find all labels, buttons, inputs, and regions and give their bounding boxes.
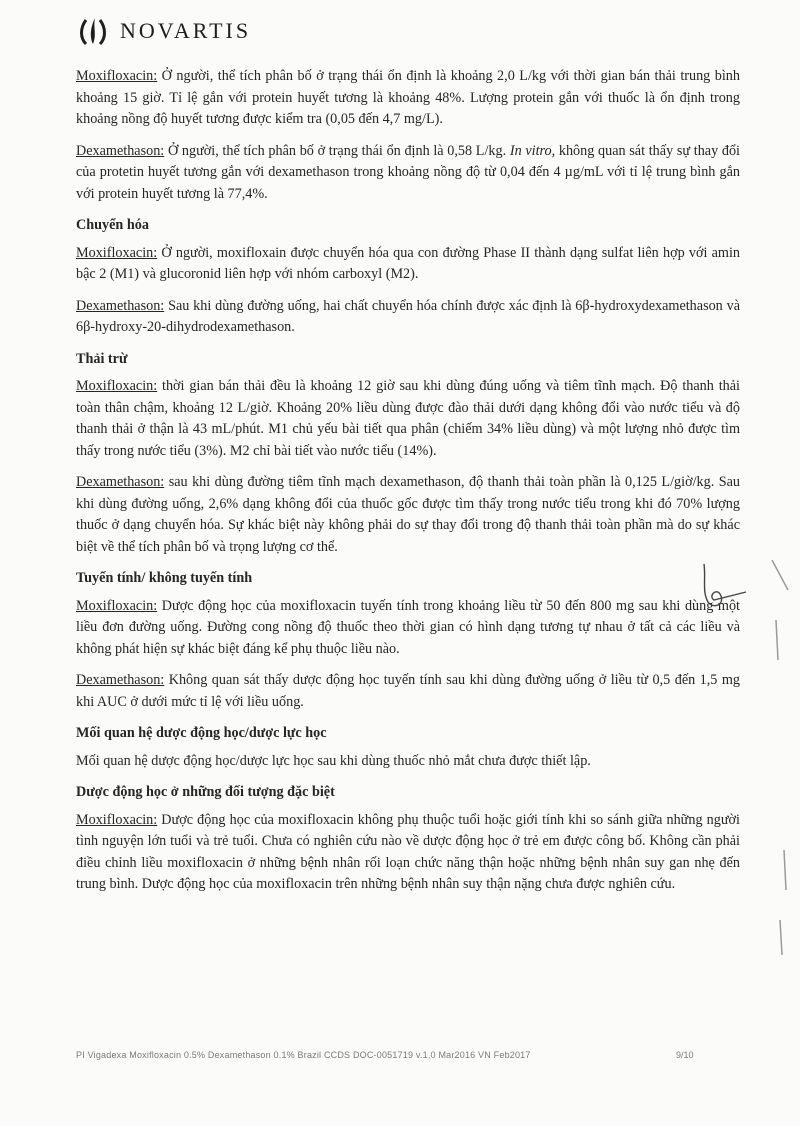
scan-margin-marks (766, 560, 796, 980)
brand-name: NOVARTIS (120, 18, 252, 43)
novartis-flame-icon (76, 14, 110, 48)
paragraph: Moxifloxacin: Ở người, moxifloxain được chuyển hóa qua con đường Phase II thành dạng sulfat liên hợp với amin bậc 2 (M1) và glucoronid liên hợp với nhóm carboxyl (M2). (76, 244, 740, 282)
paragraph: Mối quan hệ dược động học/dược lực học sau khi dùng thuốc nhỏ mắt chưa được thiết lập. (76, 752, 591, 769)
section-heading: Tuyến tính/ không tuyến tính (76, 570, 253, 586)
handwritten-mark-icon (690, 558, 750, 618)
drug-name: Dexamethason: (76, 474, 165, 490)
paragraph: Dexamethason: sau khi dùng đường tiêm tĩnh mạch dexamethason, độ thanh thải toàn phần là 0,125 L/giờ/kg. Sau khi dùng đường uống, 2,6% dạng không đổi của thuốc gốc được tìm thấy trong nước tiểu trong khi đó 70% lượng thuốc ở dạng chuyển hóa. Sự khác biệt này không phải do sự thay đổi trong độ thanh thải toàn phần mà do sự khác biệt về thể tích phân bố và trọng lượng cơ thể. (76, 474, 740, 555)
drug-name: Dexamethason: (76, 672, 165, 688)
page-number: 9/10 (676, 1050, 694, 1060)
paragraph: Dexamethason: Sau khi dùng đường uống, hai chất chuyển hóa chính được xác định là 6β-hydroxydexamethason và 6β-hydroxy-20-dihydrodexamethason. (76, 297, 740, 335)
paragraph: Moxifloxacin: thời gian bán thải đều là khoảng 12 giờ sau khi dùng đúng uống và tiêm tĩnh mạch. Độ thanh thải toàn thân chậm, khoảng 12 L/giờ. Khoảng 20% liều dùng được đào thải dưới dạng không đổi vào nước tiểu và độ thanh thải ở thận là 43 mL/phút. M1 chủ yếu bài tiết qua phân (chiếm 34% liều dùng) và một lượng nhỏ được tìm thấy trong nước tiểu (3%). M2 chỉ bài tiết vào nước tiểu (14%). (76, 378, 740, 459)
paragraph: Dexamethason: Không quan sát thấy dược động học tuyến tính sau khi dùng đường uống ở liều từ 0,5 đến 1,5 mg khi AUC ở dưới mức tỉ lệ với liều uống. (76, 672, 740, 710)
brand-logo (76, 14, 251, 48)
document-body (76, 66, 740, 906)
drug-name: Moxifloxacin: (76, 811, 158, 828)
section-heading: Mối quan hệ dược động học/dược lực học (76, 725, 327, 741)
paragraph: Moxifloxacin: Ở người, thể tích phân bố ở trạng thái ổn định là khoảng 2,0 L/kg với thời gian bán thải trung bình khoảng 15 giờ. Tỉ lệ gắn với protein huyết tương là khoảng 48%. Lượng protein gắn với thuốc là ổn định trong khoảng nồng độ huyết tương được kiểm tra (0,05 đến 4,7 mg/L). (76, 68, 740, 127)
section-heading: Dược động học ở những đối tượng đặc biệt (76, 784, 335, 800)
drug-name: Dexamethason: (76, 142, 165, 159)
paragraph: Moxifloxacin: Dược động học của moxifloxacin không phụ thuộc tuổi hoặc giới tính khi so sánh giữa những người tình nguyện lớn tuổi và trẻ tuổi. Chưa có nghiên cứu nào về dược động học ở trẻ em được công bố. Không cần phải điều chỉnh liều moxifloxacin ở những bệnh nhân rối loạn chức năng thận hoặc những bệnh nhân suy gan nhẹ đến trung bình. Dược động học của moxifloxacin trên những bệnh nhân suy thận nặng chưa được nghiên cứu. (76, 811, 740, 892)
paragraph: Dexamethason: Ở người, thể tích phân bố ở trạng thái ổn định là 0,58 L/kg. In vitro, không quan sát thấy sự thay đổi của protetin huyết tương gắn với dexamethason trong khoảng nồng độ từ 0,04 đến 4 µg/mL với tỉ lệ trung bình gắn với protein huyết tương là 77,4%. (76, 142, 741, 202)
paragraph: Moxifloxacin: Dược động học của moxifloxacin tuyến tính trong khoảng liều từ 50 đến 800 mg sau khi dùng một liều đơn đường uống. Đường cong nồng độ thuốc theo thời gian có hình dạng tương tự nhau ở tất cả các liều và không phát hiện sự khác biệt đáng kể phụ thuộc liều nào. (76, 597, 740, 657)
drug-name: Moxifloxacin: (76, 244, 158, 261)
drug-name: Moxifloxacin: (76, 597, 158, 614)
section-heading: Chuyển hóa (76, 217, 149, 233)
drug-name: Moxifloxacin: (76, 378, 158, 394)
drug-name: Dexamethason: (76, 297, 165, 314)
drug-name: Moxifloxacin: (76, 68, 158, 84)
document-footer: PI Vigadexa Moxifloxacin 0.5% Dexamethason 0.1% Brazil CCDS DOC-0051719 v.1.0 Mar2016 VN Feb2017 (76, 1050, 531, 1060)
section-heading: Thải trừ (76, 350, 128, 367)
